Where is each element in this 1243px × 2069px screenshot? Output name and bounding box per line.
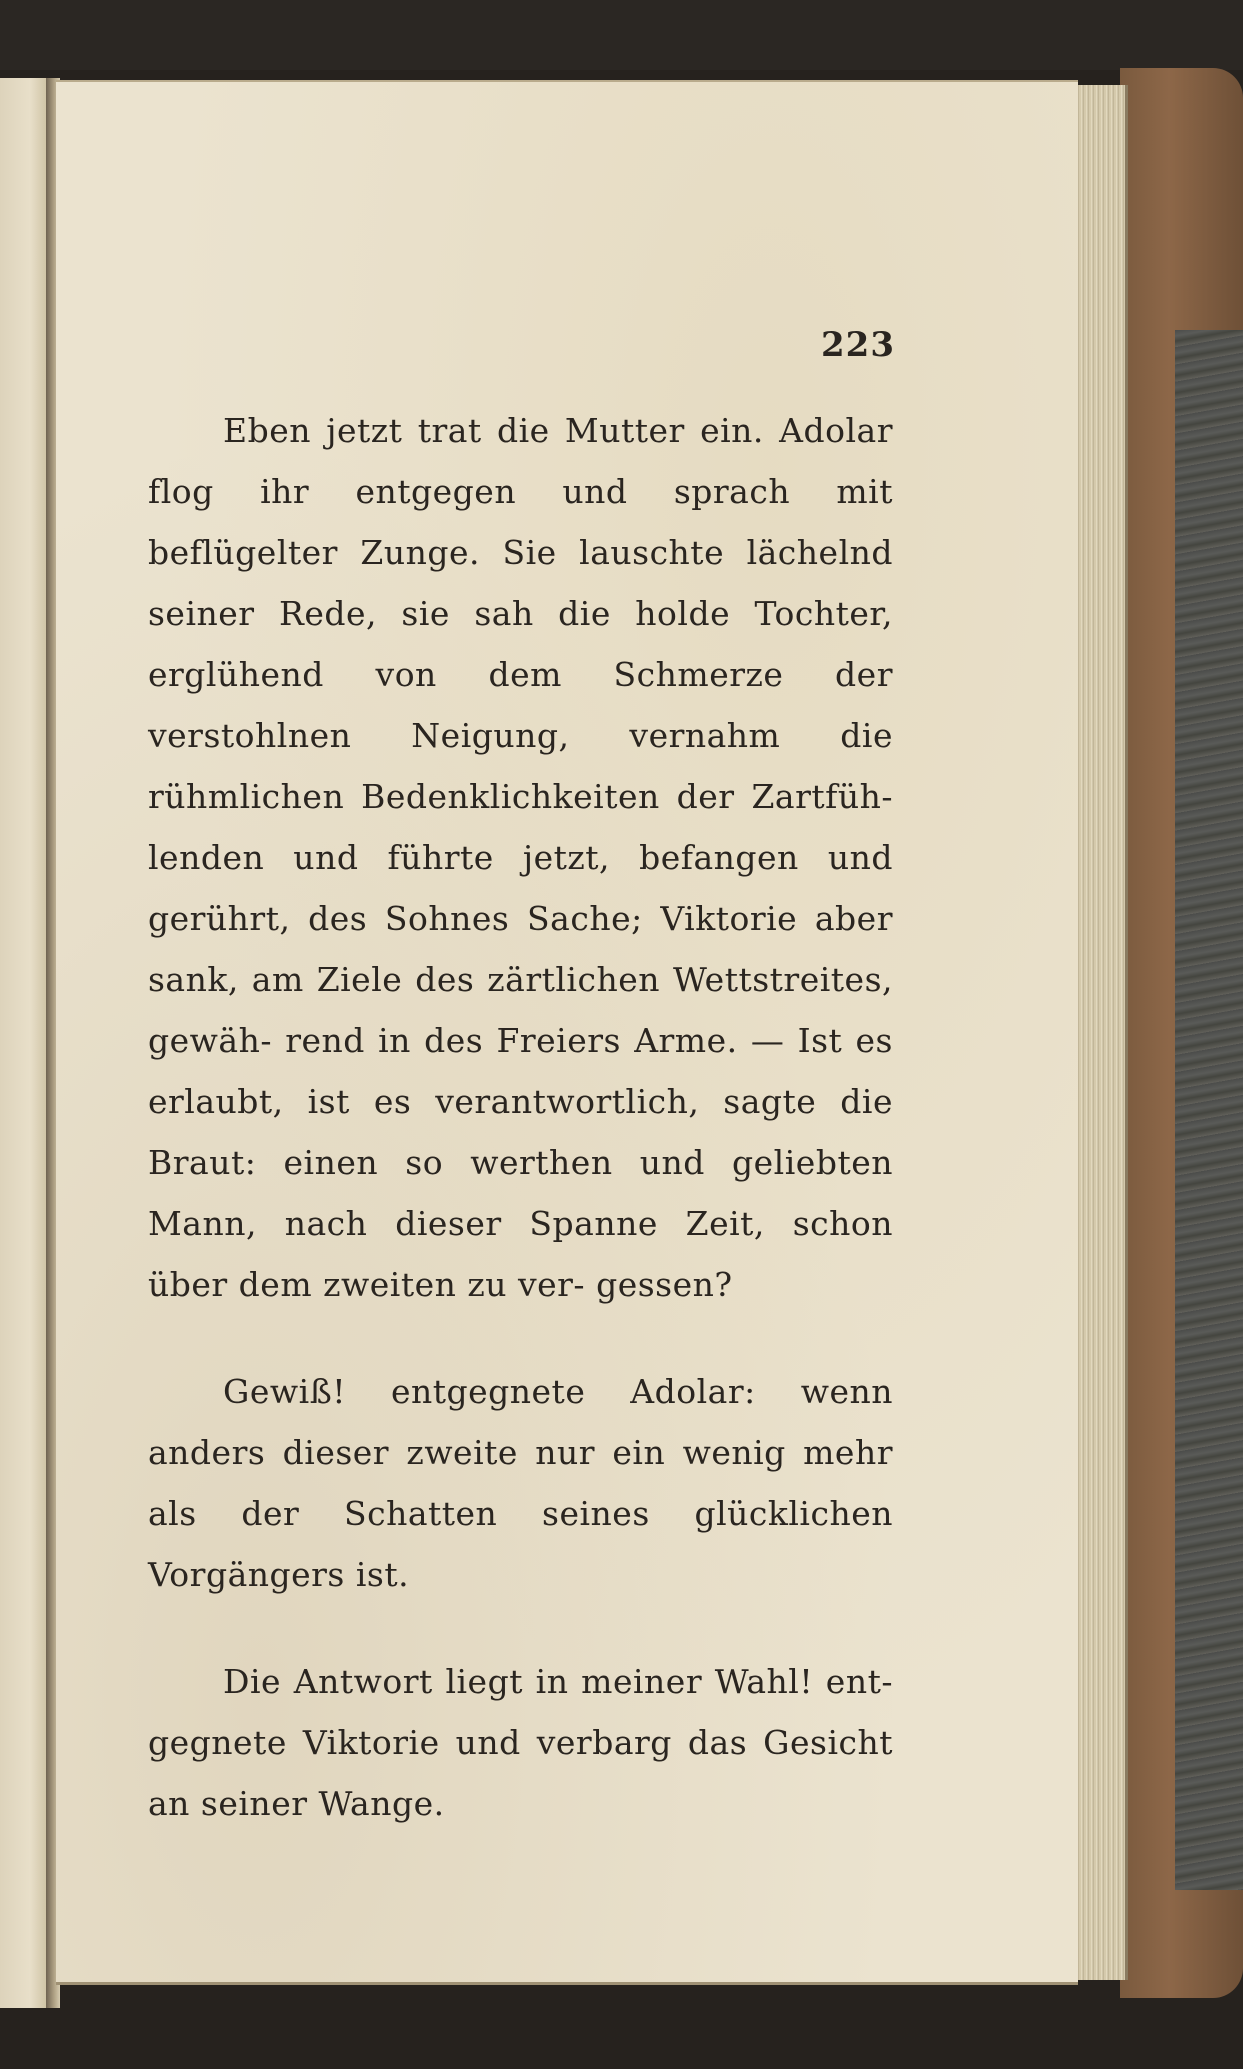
paragraph-3: Die Antwort liegt in meiner Wahl! ent- gegnete Viktorie und verbarg das Gesicht an seiner Wange. [148,1662,893,1823]
paragraph-2: Gewiß! entgegnete Adolar: wenn anders dieser zweite nur ein wenig mehr als der Schatten seines glücklichen Vorgängers ist. [148,1372,893,1594]
left-page-margin [0,78,52,2008]
marbled-cover [1175,330,1243,1890]
page-number: 223 [821,325,895,365]
page-stack-edge [1075,85,1128,1980]
dark-background [0,0,1243,70]
page-text [148,400,893,1834]
paragraph-1: Eben jetzt trat die Mutter ein. Adolar flog ihr entgegen und sprach mit beflügelter Zunge. Sie lauschte lächelnd seiner Rede, sie sah die holde Tochter, erglühend von dem Schmerze der verstohlnen Neigung, vernahm die rühmlichen Bedenklichkeiten der Zartfüh- lenden und führte jetzt, befangen und gerührt, des Sohnes Sache; Viktorie aber sank, am Ziele des zärtlichen Wettstreites, gewäh- rend in des Freiers Arme. — Ist es erlaubt, ist es verantwortlich, sagte die Braut: einen so werthen und geliebten Mann, nach dieser Spanne Zeit, schon über dem zweiten zu ver- gessen? [148,411,893,1304]
